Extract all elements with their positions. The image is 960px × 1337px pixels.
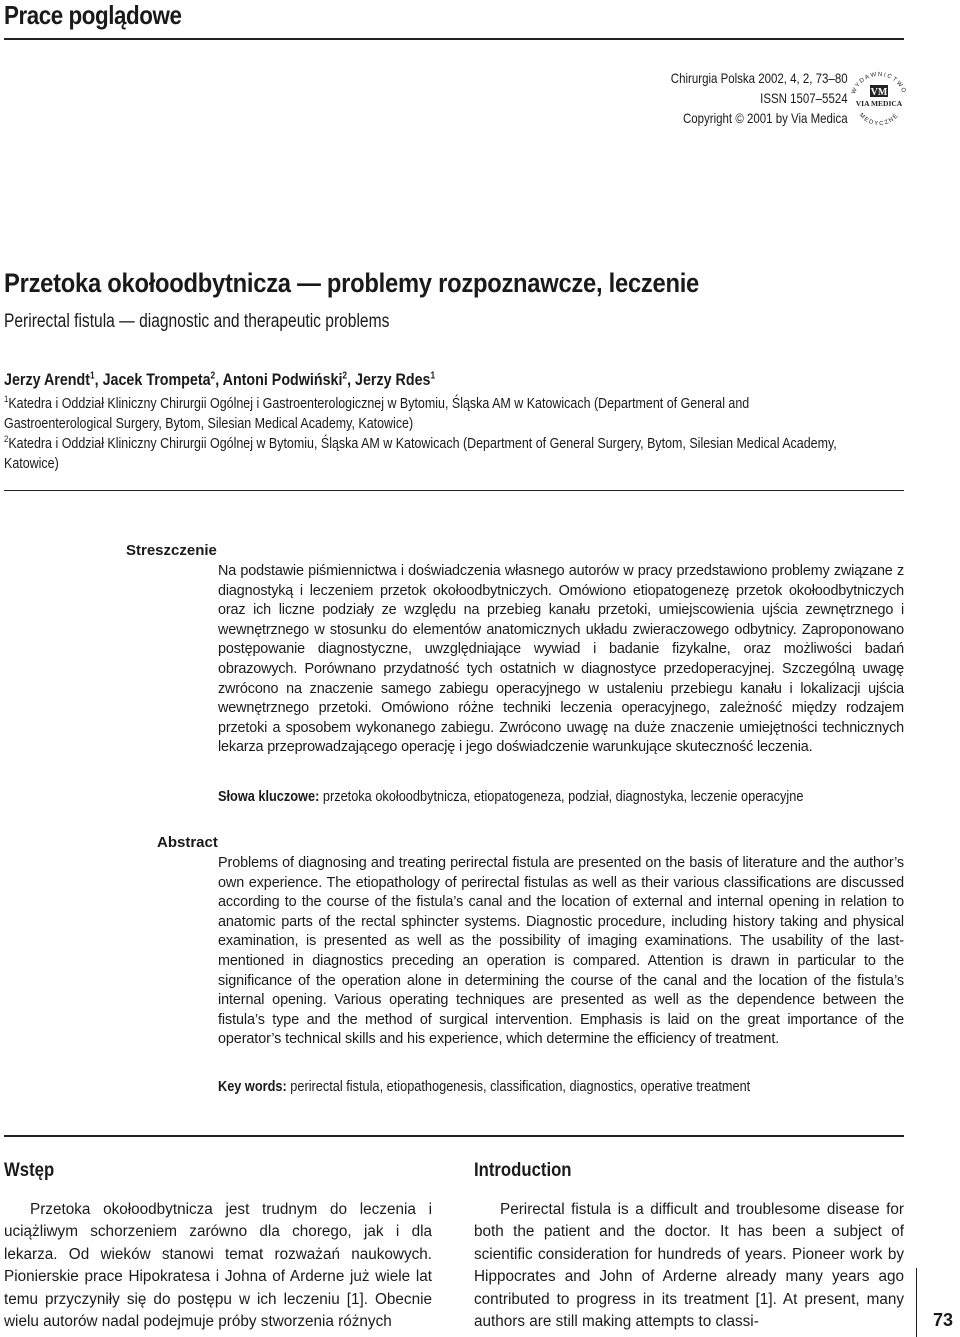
author-affiliation-mark: 2 bbox=[342, 370, 348, 382]
abstract-pl-text: Na podstawie piśmiennictwa i doświadczenia własnego autorów w pracy przedstawiono problemy związane z diagnostyką i leczeniem przetok okołoodbytniczych. Omówiono etiopatogenezę przetok okołoodbytniczych oraz ich liczne podziały ze względu na przebieg kanału przetoki, umiejscowienia ujścia zewnętrznego i wewnętrznego w stosunku do elementów anatomicznych układu zwieraczowego odbytnicy. Zaproponowano postępowanie diagnostyczne, uwzględniające wywiad i badanie fizykalne, oraz możliwości badań obrazowych. Porównano przydatność tych ostatnich w diagnostyce przedoperacyjnej. Szczególną uwagę zwrócono na znaczenie samego zabiegu operacyjnego w ustaleniu przebiegu kanału i lokalizacji ujścia wewnętrznego przetoki. Omówiono różne techniki leczenia operacyjnego, zależność między rodzajem przetoki a sposobem wykonanego zabiegu. Zwrócono uwagę na duże znaczenie umiejętności technicznych lekarza przeprowadzającego operację i jego doświadczenie warunkujące skuteczność leczenia. bbox=[218, 563, 904, 756]
via-medica-logo bbox=[846, 68, 912, 134]
keywords-en-label: Key words: bbox=[218, 1078, 287, 1095]
affiliation-number: 2 bbox=[4, 434, 9, 445]
abstract-en-text: Problems of diagnosing and treating perirectal fistula are presented on the basis of literature and the author’s own experience. The etiopathology of perirectal fistulas as well as their various classifications are discussed according to the course of the fistula’s canal and the location of external and internal opening in relation to anatomic parts of the rectal sphincter systems. Diagnostic procedure, including history taking and physical examination, is presented as well as the possibility of imaging examinations. The usability of the last-mentioned in diagnostics preceding an operation is compared. Attention is drawn in particular to the significance of the operation alone in determining the course of the canal and the location of the fistula’s internal opening. Various operating techniques are presented as well as the dependence between the fistula’s type and the method of surgical intervention. Emphasis is laid on the great importance of the operator’s technical skills and his experience, which determine the efficiency of treatment. bbox=[218, 855, 904, 1048]
affiliation-2 bbox=[4, 434, 847, 474]
intro-en-text: Perirectal fistula is a difficult and troublesome disease for both the patient and the doctor. It has been a subject of scientific consideration for hundreds of years. Pioneer work by Hippocrates and John of Arderne already many years ago contributed to progress in its treatment [1]. At present, many authors are still making attempts to classi- bbox=[474, 1201, 904, 1331]
author-separator: , bbox=[347, 370, 356, 389]
intro-pl-heading: Wstęp bbox=[4, 1160, 55, 1181]
body-divider bbox=[4, 1135, 904, 1137]
keywords-pl-label: Słowa kluczowe: bbox=[218, 788, 320, 805]
author-separator: , bbox=[94, 370, 103, 389]
affiliation-1 bbox=[4, 394, 847, 434]
logo-monogram: VM bbox=[870, 87, 888, 98]
affiliation-text: Katedra i Oddział Kliniczny Chirurgii Ogólnej i Gastroenterologicznej w Bytomiu, Śląska AM w Katowicach (Department of General and Gastroenterological Surgery, Bytom, Silesian Medical Academy, Katowice) bbox=[4, 396, 750, 432]
intro-en-heading: Introduction bbox=[474, 1160, 572, 1181]
author-name: Jerzy Arendt bbox=[4, 370, 90, 389]
abstract-pl-label: Streszczenie bbox=[126, 542, 217, 559]
article-title: Przetoka okołoodbytnicza — problemy rozpoznawcze, leczenie bbox=[4, 268, 700, 298]
affiliation-number: 1 bbox=[4, 394, 9, 405]
keywords-en-list: perirectal fistula, etiopathogenesis, classification, diagnostics, operative treatment bbox=[290, 1078, 751, 1095]
author-name: Antoni Podwiński bbox=[222, 370, 343, 389]
author-separator: , bbox=[215, 370, 223, 389]
author-affiliation-mark: 1 bbox=[430, 370, 436, 382]
article-subtitle-en: Perirectal fistula — diagnostic and therapeutic problems bbox=[4, 311, 390, 332]
abstract-en-label: Abstract bbox=[157, 834, 218, 851]
author-affiliation-mark: 1 bbox=[89, 370, 95, 382]
author-list bbox=[4, 370, 435, 390]
logo-arc-bottom: MEDYCZNE bbox=[857, 112, 901, 128]
logo-name: VIA MEDICA bbox=[855, 99, 903, 108]
keywords-en bbox=[218, 1078, 750, 1095]
author-name: Jerzy Rdes bbox=[355, 370, 431, 389]
page-number-divider bbox=[916, 1268, 917, 1337]
keywords-pl bbox=[218, 788, 803, 805]
page-number: 73 bbox=[933, 1310, 954, 1330]
author-name: Jacek Trompeta bbox=[102, 370, 211, 389]
journal-copyright: Copyright © 2001 by Via Medica bbox=[683, 110, 848, 126]
author-affiliation-mark: 2 bbox=[210, 370, 216, 382]
section-header: Prace poglądowe bbox=[4, 0, 182, 30]
header-divider bbox=[4, 490, 904, 491]
logo-arc-top: WYDAWNICTWO bbox=[851, 71, 907, 95]
journal-info bbox=[671, 68, 848, 128]
intro-pl-text: Przetoka okołoodbytnicza jest trudnym do leczenia i uciążliwym schorzeniem zarówno dla chorego, jak i dla lekarza. Od wieków stanowi temat rozważań naukowych. Pionierskie prace Hipokratesa i Johna of Arderne już wiele lat temu przyczyniły się do postępu w ich leczeniu [1]. Obecnie wielu autorów nadal podejmuje próby stworzenia różnych bbox=[4, 1201, 432, 1331]
journal-citation: Chirurgia Polska 2002, 4, 2, 73–80 bbox=[671, 70, 848, 86]
affiliation-text: Katedra i Oddział Kliniczny Chirurgii Ogólnej w Bytomiu, Śląska AM w Katowicach (Department of General Surgery, Bytom, Silesian Medical Academy, Katowice) bbox=[4, 436, 837, 472]
keywords-pl-list: przetoka okołoodbytnicza, etiopatogeneza, podział, diagnostyka, leczenie operacyjne bbox=[322, 788, 804, 805]
journal-issn: ISSN 1507–5524 bbox=[760, 90, 848, 106]
top-rule bbox=[4, 38, 904, 40]
svg-text:MEDYCZNE bbox=[858, 112, 901, 127]
